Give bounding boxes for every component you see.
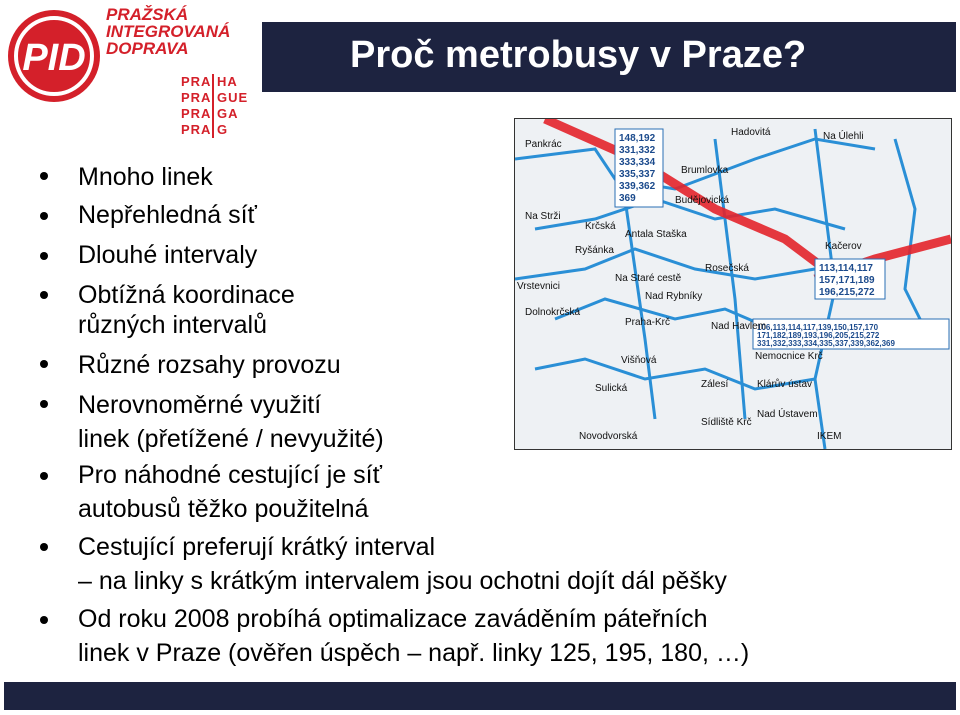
praha-cell: HA [217, 74, 238, 89]
bullet-text: Od roku 2008 probíhá optimalizace zaváděním páteřních [78, 605, 708, 633]
map-line-label: 157,171,189 [819, 275, 875, 286]
map-stop: Novodvorská [579, 431, 638, 442]
praha-cell: G [217, 122, 229, 137]
map-stop: Na Strži [525, 211, 561, 222]
map-stop: Antala Staška [625, 229, 687, 240]
pid-logo [0, 0, 262, 160]
map-line-label: 331,332,333,334,335,337,339,362,369 [757, 339, 895, 348]
map-line-label: 113,114,117 [819, 263, 873, 274]
bullet-text: Mnoho linek [78, 163, 213, 191]
bullet-dot-icon [40, 172, 48, 180]
bullet-dot-icon [40, 360, 48, 368]
map-stop: Nemocnice Krč [755, 351, 823, 362]
map-stop: Nad Havlem [711, 321, 767, 332]
praha-cell: GUE [217, 90, 249, 105]
pid-badge-icon [6, 8, 102, 104]
map-stop: Višňová [621, 355, 657, 366]
bullet-text: autobusů těžko použitelná [78, 495, 369, 523]
praha-cell: PRA [178, 122, 214, 138]
bullet-text: linek v Praze (ověřen úspěch – např. linky 125, 195, 180, …) [78, 639, 750, 667]
bullet-dot-icon [40, 543, 48, 551]
map-stop: Vrstevnici [517, 281, 560, 292]
bus-network-map [514, 118, 952, 450]
map-stop: Pankrác [525, 139, 562, 150]
logo-title [106, 6, 266, 57]
map-stop: Sídliště Krč [701, 417, 752, 428]
map-line-label: 196,215,272 [819, 287, 875, 298]
bullet-dot-icon [40, 252, 48, 260]
bullet-text: Obtížná koordinace [78, 281, 295, 309]
map-line-label: 106,113,114,117,139,150,157,170 [757, 323, 879, 332]
map-line-label: 333,334 [619, 157, 656, 168]
praha-cell: GA [217, 106, 239, 121]
logo-title-line: DOPRAVA [106, 39, 189, 58]
map-stop: Zálesí [701, 379, 729, 390]
map-stop: Krčská [585, 221, 616, 232]
map-stop: Brumlovka [681, 165, 729, 176]
bullet-text: Různé rozsahy provozu [78, 351, 341, 379]
bullet-text: Cestující preferují krátký interval [78, 533, 436, 561]
bullet-text: Pro náhodné cestující je síť [78, 461, 382, 489]
map-stop: Nad Ústavem [757, 409, 818, 420]
title-bar [262, 22, 956, 92]
logo-title-line: INTEGROVANÁ [106, 22, 231, 41]
map-stop: Ryšánka [575, 245, 614, 256]
map-stop: Nad Rybníky [645, 291, 703, 302]
map-stop: Kačerov [825, 241, 862, 252]
map-stop: Dolnokrčská [525, 307, 581, 318]
bullet-text: různých intervalů [78, 311, 267, 339]
map-graphic [515, 119, 951, 449]
slide-title: Proč metrobusy v Praze? [350, 34, 807, 76]
map-stop: Sulická [595, 383, 628, 394]
map-line-label: 148,192 [619, 133, 656, 144]
map-stop: Praha-Krč [625, 317, 671, 328]
map-stop: Rosečská [705, 263, 749, 274]
bullet-dot-icon [40, 472, 48, 480]
bullet-text: linek (přetížené / nevyužité) [78, 425, 384, 453]
map-stop: IKEM [817, 431, 842, 442]
map-stop: Na Úlehli [823, 131, 864, 142]
map-line-label: 171,182,189,193,196,205,215,272 [757, 331, 880, 340]
praha-logo [178, 74, 250, 138]
map-stop: Budějovická [675, 195, 729, 206]
bullet-text: Dlouhé intervaly [78, 241, 258, 269]
pid-badge-text: PID [22, 37, 86, 79]
map-line-label: 331,332 [619, 145, 656, 156]
bullet-text: – na linky s krátkým intervalem jsou ochotni dojít dál pěšky [78, 567, 727, 595]
map-line-label: 369 [619, 193, 636, 204]
bullet-text: Nerovnoměrné využití [78, 391, 322, 419]
footer-bar [4, 682, 956, 710]
map-line-label: 335,337 [619, 169, 656, 180]
bullet-dot-icon [40, 616, 48, 624]
praha-cell: PRA [178, 106, 214, 122]
bullet-dot-icon [40, 212, 48, 220]
logo-title-line: PRAŽSKÁ [106, 5, 189, 24]
praha-cell: PRA [178, 74, 214, 90]
map-stop: Klárův ústav [757, 379, 813, 390]
bullet-dot-icon [40, 291, 48, 299]
map-stop: Na Staré cestě [615, 273, 682, 284]
map-line-label: 339,362 [619, 181, 656, 192]
bullet-text: Nepřehledná síť [78, 201, 257, 229]
map-stop: Hadovitá [731, 127, 771, 138]
bullet-dot-icon [40, 400, 48, 408]
praha-cell: PRA [178, 90, 214, 106]
